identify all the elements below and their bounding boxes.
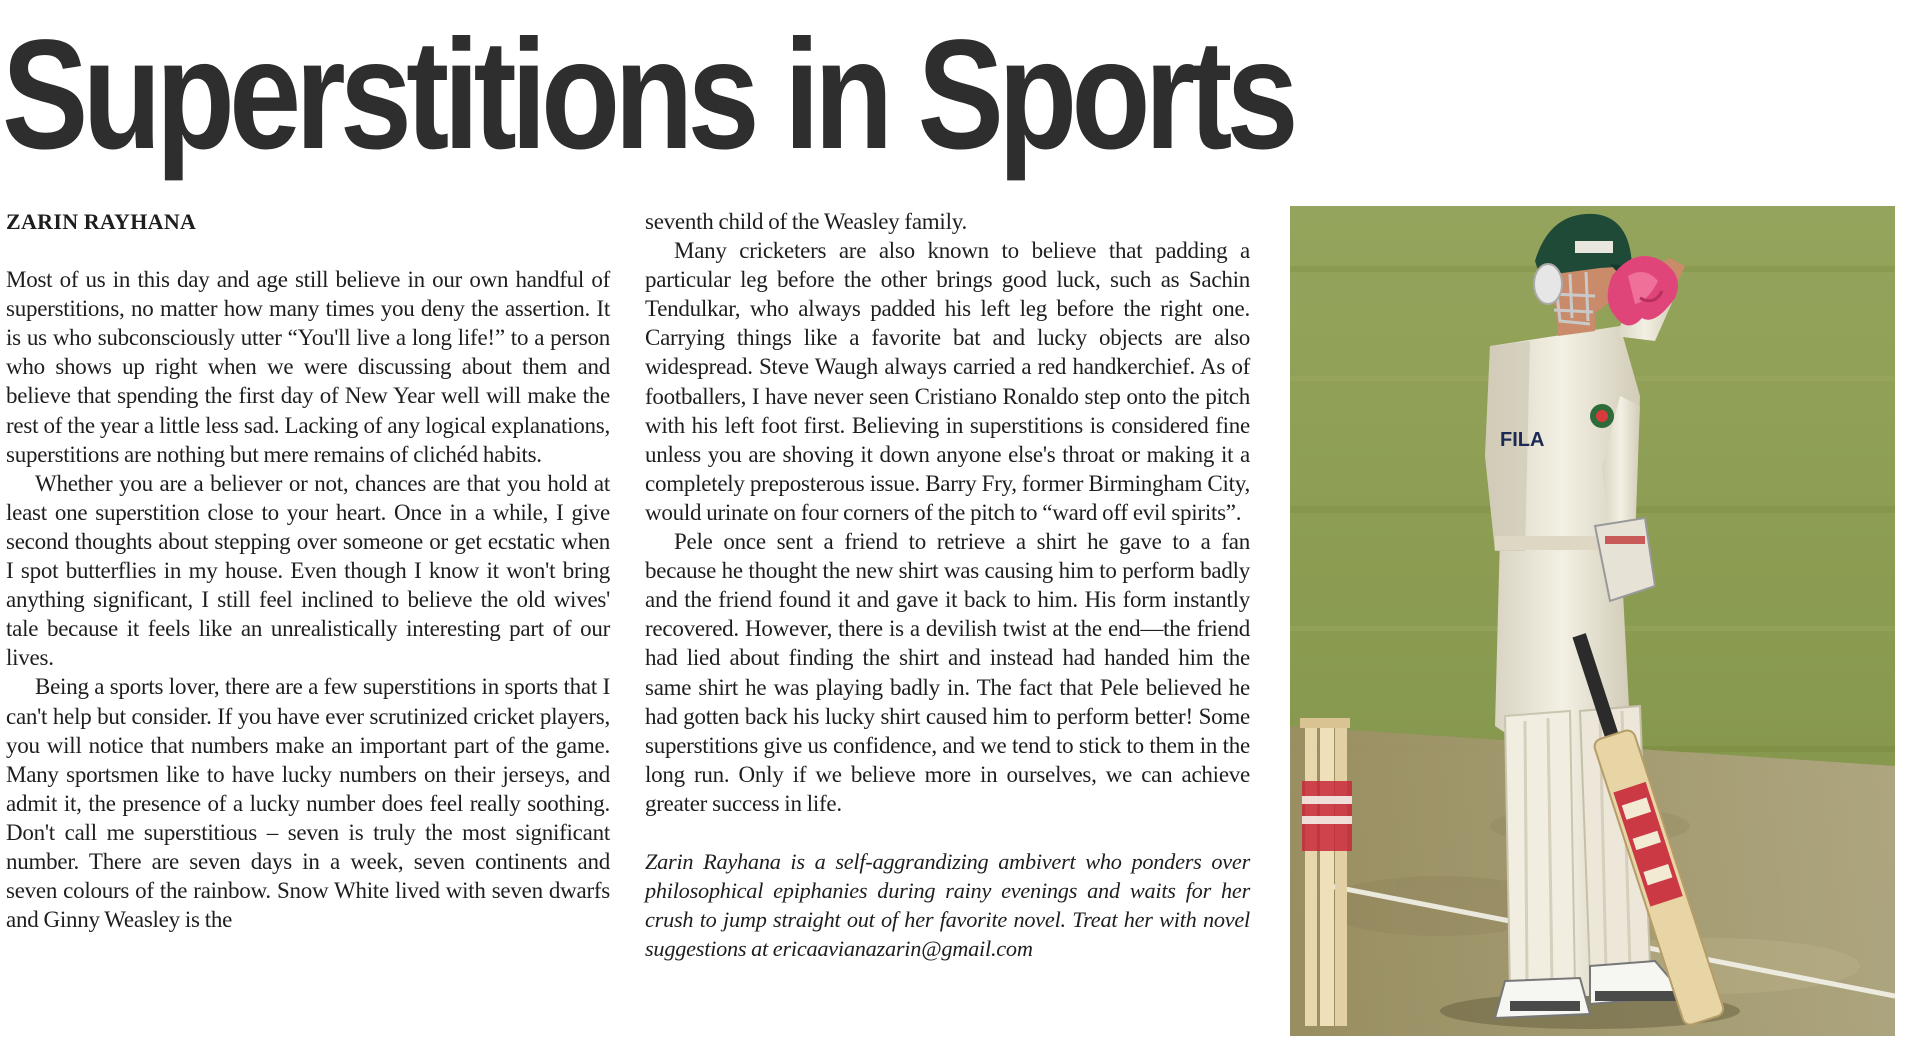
paragraph-continued: seventh child of the Weasley family. (645, 209, 967, 234)
article-headline: Superstitions in Sports (2, 8, 1293, 182)
shoe-left (1495, 978, 1590, 1018)
fila-logo: FILA (1500, 429, 1545, 451)
cricketer-photo (1290, 206, 1895, 1036)
article-column-1 (6, 207, 610, 934)
paragraph-3: Being a sports lover, there are a few superstitions in sports that I can't help but consider. If you have ever scrutinized cricket players, you will notice that numbers make an important part of the game. Many sportsmen like to have lucky numbers on their jerseys, and admit it, the presence of a lucky number does feel really soothing. Don't call me superstitious – seven is truly the most significant number. There are seven days in a week, seven continents and seven colours of the rainbow. Snow White lived with seven dwarfs and Ginny Weasley is the (6, 674, 610, 933)
paragraph-5: Pele once sent a friend to retrieve a shirt he gave to a fan because he thought the new shirt was causing him to perform badly and the friend found it and gave it back to him. His form instantly recovered. However, there is a devilish twist at the end—the friend had lied about finding the shirt and instead had handed him the same shirt he was playing badly in. The fact that Pele believed he had gotten back his lucky shirt caused him to perform better! Some superstitions give us confidence, and we tend to stick to them in the long run. Only if we believe more in ourselves, we can achieve greater success in life. (645, 529, 1250, 816)
paragraph-1: Most of us in this day and age still believe in our own handful of superstitions, no matter how many times you deny the assertion. It is us who subconsciously utter “You'll live a long life!” to a person who shows up right when we were discussing about them and believe that spending the first day of New Year well will make the rest of the year a little less sad. Lacking of any logical explanations, superstitions are nothing but mere remains of clichéd habits. (6, 267, 610, 467)
leg-pad-left (1505, 711, 1575, 991)
author-bio: Zarin Rayhana is a self-aggrandizing ambivert who ponders over philosophical epiphanies during rainy evenings and waits for her crush to jump straight out of her favorite novel. Treat her with novel suggestions at ericaavianazarin@gmail.com (645, 848, 1250, 962)
paragraph-4: Many cricketers are also known to believe that padding a particular leg before the other brings good luck, such as Sachin Tendulkar, who always padded his left leg before the right one. Carrying things like a favorite bat and lucky objects are also widespread. Steve Waugh always carried a red handkerchief. As of footballers, I have never seen Cristiano Ronaldo step onto the pitch with his left foot first. Believing in superstitions is considered fine unless you are shoving it down anyone else's throat or making it a completely preposterous issue. Barry Fry, former Birmingham City, would urinate on four corners of the pitch to “ward off evil spirits”. (645, 238, 1250, 525)
author-byline: ZARIN RAYHANA (6, 209, 197, 234)
article-column-2 (645, 207, 1250, 963)
paragraph-2: Whether you are a believer or not, chances are that you hold at least one superstition close to your heart. Once in a while, I give second thoughts about stepping over someone or get ecstatic when I spot butterflies in my house. Even though I know it won't bring anything significant, I still feel inclined to believe the old wives' tale because it feels like an unrealistically interesting part of our lives. (6, 470, 610, 671)
stumps (1300, 718, 1352, 1026)
